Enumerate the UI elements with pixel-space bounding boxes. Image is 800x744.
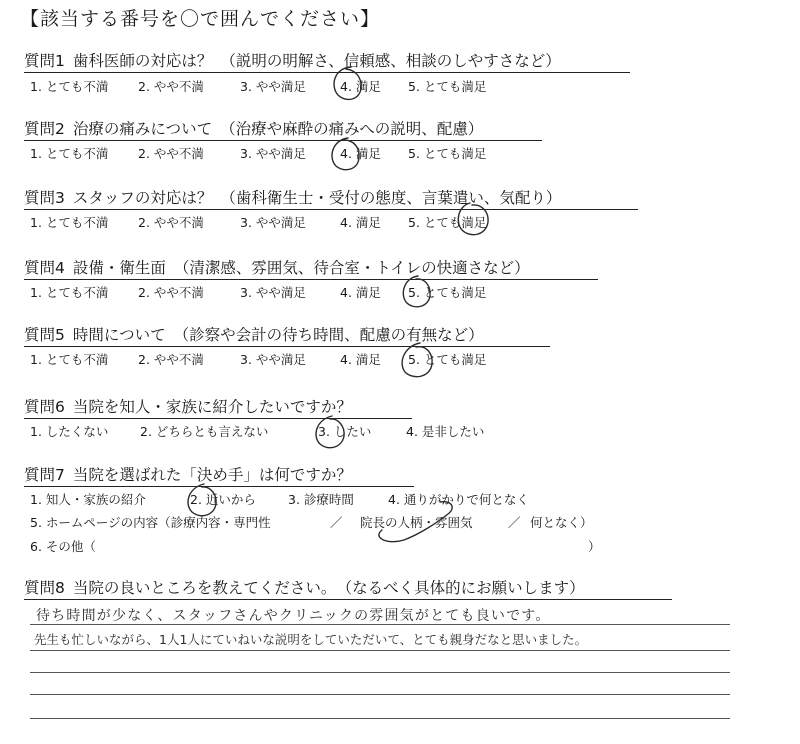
option-2[interactable]: 2. やや不満 xyxy=(138,146,204,161)
answer-line xyxy=(30,672,730,673)
question-text: 治療の痛みについて xyxy=(72,120,213,138)
option-2[interactable]: 2. どちらとも言えない xyxy=(140,424,269,439)
option-4[interactable]: 4. 通りがかりで何となく xyxy=(388,492,529,507)
option-1[interactable]: 1. 知人・家族の紹介 xyxy=(30,492,146,507)
question-text: 当院の良いところを教えてください。 xyxy=(72,579,337,597)
option-1[interactable]: 1. とても不満 xyxy=(30,285,109,300)
option-6-close: ） xyxy=(588,539,601,554)
question-number: 質問3 xyxy=(24,189,65,207)
option-6[interactable]: 6. その他（ xyxy=(30,539,96,554)
question-number: 質問5 xyxy=(24,326,65,344)
option-2[interactable]: 2. 近いから xyxy=(190,492,256,507)
underline xyxy=(24,346,550,347)
separator: ／ xyxy=(330,515,343,530)
option-5[interactable]: 5. とても満足 xyxy=(408,79,487,94)
option-4[interactable]: 4. 是非したい xyxy=(406,424,485,439)
option-5[interactable]: 5. とても満足 xyxy=(408,215,487,230)
underline xyxy=(24,279,598,280)
question-number: 質問6 xyxy=(24,398,65,416)
question-number: 質問1 xyxy=(24,52,65,70)
option-3[interactable]: 3. やや満足 xyxy=(240,79,306,94)
underline xyxy=(24,140,542,141)
option-1[interactable]: 1. とても不満 xyxy=(30,352,109,367)
question-aside: （歯科衛生士・受付の態度、言葉遣い、気配り） xyxy=(220,189,562,207)
question-text: 設備・衛生面 xyxy=(72,259,166,277)
option-5-c[interactable]: 何となく） xyxy=(530,515,593,530)
question-number: 質問2 xyxy=(24,120,65,138)
question-number: 質問4 xyxy=(24,259,65,277)
answer-line xyxy=(30,694,730,695)
question-text: スタッフの対応は？ xyxy=(72,189,213,207)
question-number: 質問8 xyxy=(24,579,65,597)
question-aside: （なるべく具体的にお願いします） xyxy=(344,579,585,597)
underline xyxy=(24,486,414,487)
option-3[interactable]: 3. やや満足 xyxy=(240,146,306,161)
option-5[interactable]: 5. とても満足 xyxy=(408,352,487,367)
question-text: 時間について xyxy=(72,326,166,344)
option-4[interactable]: 4. 満足 xyxy=(340,352,381,367)
underline xyxy=(24,599,672,600)
option-2[interactable]: 2. やや不満 xyxy=(138,215,204,230)
question-number: 質問7 xyxy=(24,466,65,484)
question-text: 当院を知人・家族に紹介したいですか？ xyxy=(72,398,352,416)
option-5-b[interactable]: 院長の人柄・雰囲気 xyxy=(360,515,473,530)
option-2[interactable]: 2. やや不満 xyxy=(138,352,204,367)
option-4[interactable]: 4. 満足 xyxy=(340,215,381,230)
option-1[interactable]: 1. とても不満 xyxy=(30,146,109,161)
question-aside: （説明の明解さ、信頼感、相談のしやすさなど） xyxy=(220,52,561,70)
option-1[interactable]: 1. とても不満 xyxy=(30,79,109,94)
option-2[interactable]: 2. やや不満 xyxy=(138,79,204,94)
answer-line xyxy=(30,718,730,719)
question-text: 歯科医師の対応は？ xyxy=(72,52,213,70)
option-1[interactable]: 1. したくない xyxy=(30,424,109,439)
question-aside: （診察や会計の待ち時間、配慮の有無など） xyxy=(173,326,484,344)
answer-line xyxy=(30,650,730,651)
handwritten-answer-2[interactable]: 先生も忙しいながら、1人1人にていねいな説明をしていただいて、とても親身だなと思いました。 xyxy=(34,632,588,647)
option-3[interactable]: 3. やや満足 xyxy=(240,285,306,300)
option-3[interactable]: 3. やや満足 xyxy=(240,352,306,367)
option-5[interactable]: 5. とても満足 xyxy=(408,146,487,161)
option-5[interactable]: 5. ホームページの内容（診療内容・専門性 xyxy=(30,515,271,530)
option-3[interactable]: 3. やや満足 xyxy=(240,215,306,230)
question-text: 当院を選ばれた「決め手」は何ですか？ xyxy=(72,466,352,484)
option-1[interactable]: 1. とても不満 xyxy=(30,215,109,230)
option-3[interactable]: 3. 診療時間 xyxy=(288,492,354,507)
option-4[interactable]: 4. 満足 xyxy=(340,79,381,94)
underline xyxy=(24,72,630,73)
option-3[interactable]: 3. したい xyxy=(318,424,372,439)
option-2[interactable]: 2. やや不満 xyxy=(138,285,204,300)
question-aside: （治療や麻酔の痛みへの説明、配慮） xyxy=(220,120,484,138)
separator: ／ xyxy=(508,515,521,530)
handwritten-answer-1[interactable]: 待ち時間が少なく、スタッフさんやクリニックの雰囲気がとても良いです。 xyxy=(36,608,551,624)
underline xyxy=(24,209,638,210)
instruction-header: 【該当する番号を〇で囲んでください】 xyxy=(20,8,381,30)
option-4[interactable]: 4. 満足 xyxy=(340,146,381,161)
option-5[interactable]: 5. とても満足 xyxy=(408,285,487,300)
option-4[interactable]: 4. 満足 xyxy=(340,285,381,300)
underline xyxy=(24,418,412,419)
question-aside: （清潔感、雰囲気、待合室・トイレの快適さなど） xyxy=(173,259,530,277)
